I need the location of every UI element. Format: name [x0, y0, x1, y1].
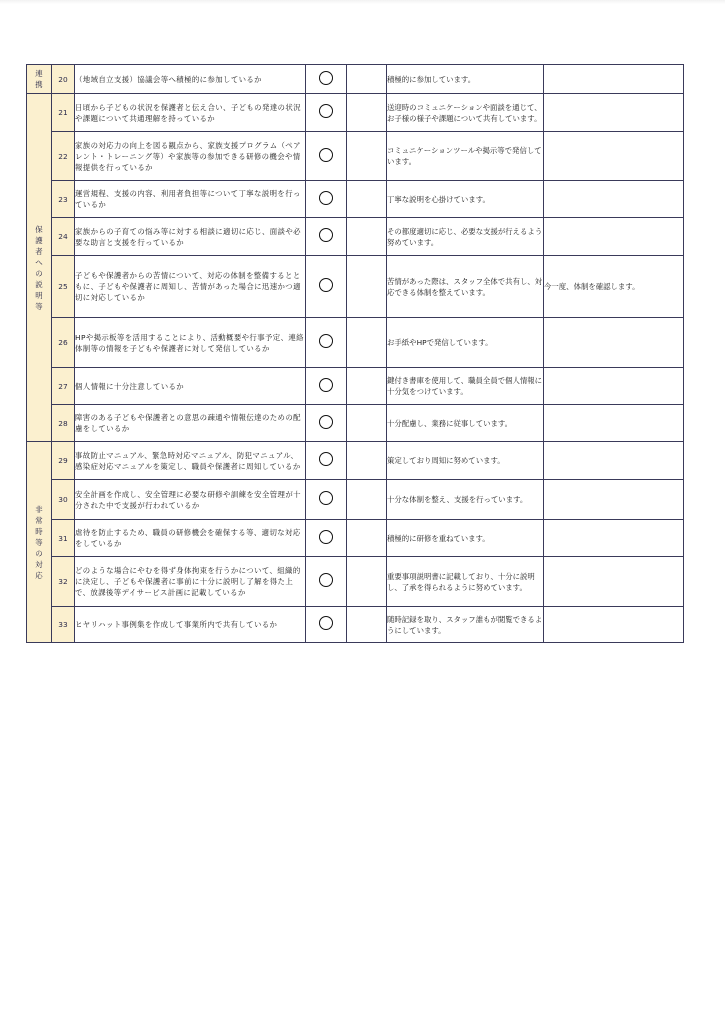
table-row — [27, 218, 684, 256]
no-mark-cell — [347, 405, 387, 442]
circle-mark-icon — [319, 415, 333, 429]
yes-mark-cell — [306, 442, 347, 480]
item-question: 家族からの子育ての悩み等に対する相談に適切に応じ、面談や必要な助言と支援を行っているか — [75, 218, 306, 256]
yes-mark-cell — [306, 520, 347, 557]
improvement-comment — [544, 368, 684, 405]
circle-mark-icon — [319, 104, 333, 118]
improvement-comment: 今一度、体制を確認します。 — [544, 256, 684, 318]
improvement-comment — [544, 607, 684, 643]
evaluation-comment: お手紙やHPで発信しています。 — [387, 318, 544, 368]
item-number: 26 — [52, 318, 75, 368]
table-row — [27, 318, 684, 368]
table-row — [27, 607, 684, 643]
circle-mark-icon — [319, 334, 333, 348]
evaluation-comment: その都度適切に応じ、必要な支援が行えるよう努めています。 — [387, 218, 544, 256]
evaluation-comment: 積極的に研修を重ねています。 — [387, 520, 544, 557]
circle-mark-icon — [319, 491, 333, 505]
item-number: 23 — [52, 181, 75, 218]
no-mark-cell — [347, 256, 387, 318]
yes-mark-cell — [306, 557, 347, 607]
scan-edge — [0, 0, 725, 4]
evaluation-comment: 積極的に参加しています。 — [387, 65, 544, 94]
yes-mark-cell — [306, 318, 347, 368]
improvement-comment — [544, 557, 684, 607]
no-mark-cell — [347, 65, 387, 94]
evaluation-comment: 送迎時のコミュニケーションや面談を通じて、お子様の様子や課題について共有しています。 — [387, 94, 544, 132]
item-number: 27 — [52, 368, 75, 405]
evaluation-comment: コミュニケーションツールや掲示等で発信しています。 — [387, 132, 544, 181]
item-question: 安全計画を作成し、安全管理に必要な研修や訓練を安全管理が十分された中で支援が行われているか — [75, 480, 306, 520]
yes-mark-cell — [306, 607, 347, 643]
circle-mark-icon — [319, 148, 333, 162]
no-mark-cell — [347, 318, 387, 368]
improvement-comment — [544, 520, 684, 557]
table-row — [27, 94, 684, 132]
no-mark-cell — [347, 480, 387, 520]
table-row — [27, 405, 684, 442]
category-label: 連携 — [35, 69, 43, 89]
item-question: 虐待を防止するため、職員の研修機会を確保する等、適切な対応をしているか — [75, 520, 306, 557]
no-mark-cell — [347, 132, 387, 181]
yes-mark-cell — [306, 405, 347, 442]
table-row — [27, 480, 684, 520]
table-row — [27, 256, 684, 318]
item-number: 33 — [52, 607, 75, 643]
item-question: 運営規程、支援の内容、利用者負担等について丁寧な説明を行っているか — [75, 181, 306, 218]
no-mark-cell — [347, 181, 387, 218]
circle-mark-icon — [319, 530, 333, 544]
improvement-comment — [544, 442, 684, 480]
item-number: 24 — [52, 218, 75, 256]
no-mark-cell — [347, 368, 387, 405]
item-number: 30 — [52, 480, 75, 520]
improvement-comment — [544, 480, 684, 520]
item-number: 21 — [52, 94, 75, 132]
item-number: 25 — [52, 256, 75, 318]
improvement-comment — [544, 132, 684, 181]
improvement-comment — [544, 405, 684, 442]
circle-mark-icon — [319, 278, 333, 292]
improvement-comment — [544, 65, 684, 94]
no-mark-cell — [347, 520, 387, 557]
no-mark-cell — [347, 607, 387, 643]
circle-mark-icon — [319, 228, 333, 242]
category-cell — [27, 94, 52, 442]
yes-mark-cell — [306, 132, 347, 181]
item-question: 家族の対応力の向上を図る観点から、家族支援プログラム（ペアレント・トレーニング等）や家族等の参加できる研修の機会や情報提供を行っているか — [75, 132, 306, 181]
circle-mark-icon — [319, 616, 333, 630]
yes-mark-cell — [306, 218, 347, 256]
improvement-comment — [544, 181, 684, 218]
yes-mark-cell — [306, 65, 347, 94]
table-row — [27, 368, 684, 405]
evaluation-comment: 策定しており周知に努めています。 — [387, 442, 544, 480]
yes-mark-cell — [306, 94, 347, 132]
item-question: 個人情報に十分注意しているか — [75, 368, 306, 405]
evaluation-comment: 随時記録を取り、スタッフ誰もが閲覧できるようにしています。 — [387, 607, 544, 643]
no-mark-cell — [347, 557, 387, 607]
table-row — [27, 557, 684, 607]
improvement-comment — [544, 218, 684, 256]
improvement-comment — [544, 318, 684, 368]
category-cell — [27, 442, 52, 643]
item-number: 32 — [52, 557, 75, 607]
evaluation-comment: 苦情があった際は、スタッフ全体で共有し、対応できる体制を整えています。 — [387, 256, 544, 318]
evaluation-comment: 十分配慮し、業務に従事しています。 — [387, 405, 544, 442]
category-label: 非常時等の対応 — [35, 504, 43, 580]
item-question: HPや掲示板等を活用することにより、活動概要や行事予定、連絡体制等の情報を子どもや保護者に対して発信しているか — [75, 318, 306, 368]
yes-mark-cell — [306, 181, 347, 218]
table-row — [27, 520, 684, 557]
item-question: 子どもや保護者からの苦情について、対応の体制を整備するとともに、子どもや保護者に周知し、苦情があった場合に迅速かつ適切に対応しているか — [75, 256, 306, 318]
evaluation-comment: 鍵付き書庫を使用して、職員全員で個人情報に十分気をつけています。 — [387, 368, 544, 405]
item-number: 22 — [52, 132, 75, 181]
item-question: ヒヤリハット事例集を作成して事業所内で共有しているか — [75, 607, 306, 643]
category-label: 保護者への説明等 — [35, 224, 43, 311]
table-row — [27, 65, 684, 94]
circle-mark-icon — [319, 378, 333, 392]
table-row — [27, 132, 684, 181]
no-mark-cell — [347, 94, 387, 132]
circle-mark-icon — [319, 71, 333, 85]
item-question: どのような場合にやむを得ず身体拘束を行うかについて、組織的に決定し、子どもや保護者に事前に十分に説明し了解を得た上で、放課後等デイサービス計画に記載しているか — [75, 557, 306, 607]
circle-mark-icon — [319, 452, 333, 466]
improvement-comment — [544, 94, 684, 132]
item-number: 28 — [52, 405, 75, 442]
item-number: 29 — [52, 442, 75, 480]
item-question: 日頃から子どもの状況を保護者と伝え合い、子どもの発達の状況や課題について共通理解を持っているか — [75, 94, 306, 132]
item-question: 障害のある子どもや保護者との意思の疎通や情報伝達のための配慮をしているか — [75, 405, 306, 442]
yes-mark-cell — [306, 256, 347, 318]
circle-mark-icon — [319, 191, 333, 205]
self-evaluation-table — [26, 64, 684, 643]
evaluation-comment: 重要事項説明書に記載しており、十分に説明し、了承を得られるように努めています。 — [387, 557, 544, 607]
table-row — [27, 181, 684, 218]
no-mark-cell — [347, 442, 387, 480]
yes-mark-cell — [306, 368, 347, 405]
item-number: 31 — [52, 520, 75, 557]
evaluation-comment: 丁寧な説明を心掛けています。 — [387, 181, 544, 218]
category-cell — [27, 65, 52, 94]
no-mark-cell — [347, 218, 387, 256]
item-question: 事故防止マニュアル、緊急時対応マニュアル、防犯マニュアル、感染症対応マニュアルを策定し、職員や保護者に周知しているか — [75, 442, 306, 480]
evaluation-comment: 十分な体制を整え、支援を行っています。 — [387, 480, 544, 520]
item-question: （地域自立支援）協議会等へ積極的に参加しているか — [75, 65, 306, 94]
table-row — [27, 442, 684, 480]
item-number: 20 — [52, 65, 75, 94]
circle-mark-icon — [319, 573, 333, 587]
yes-mark-cell — [306, 480, 347, 520]
